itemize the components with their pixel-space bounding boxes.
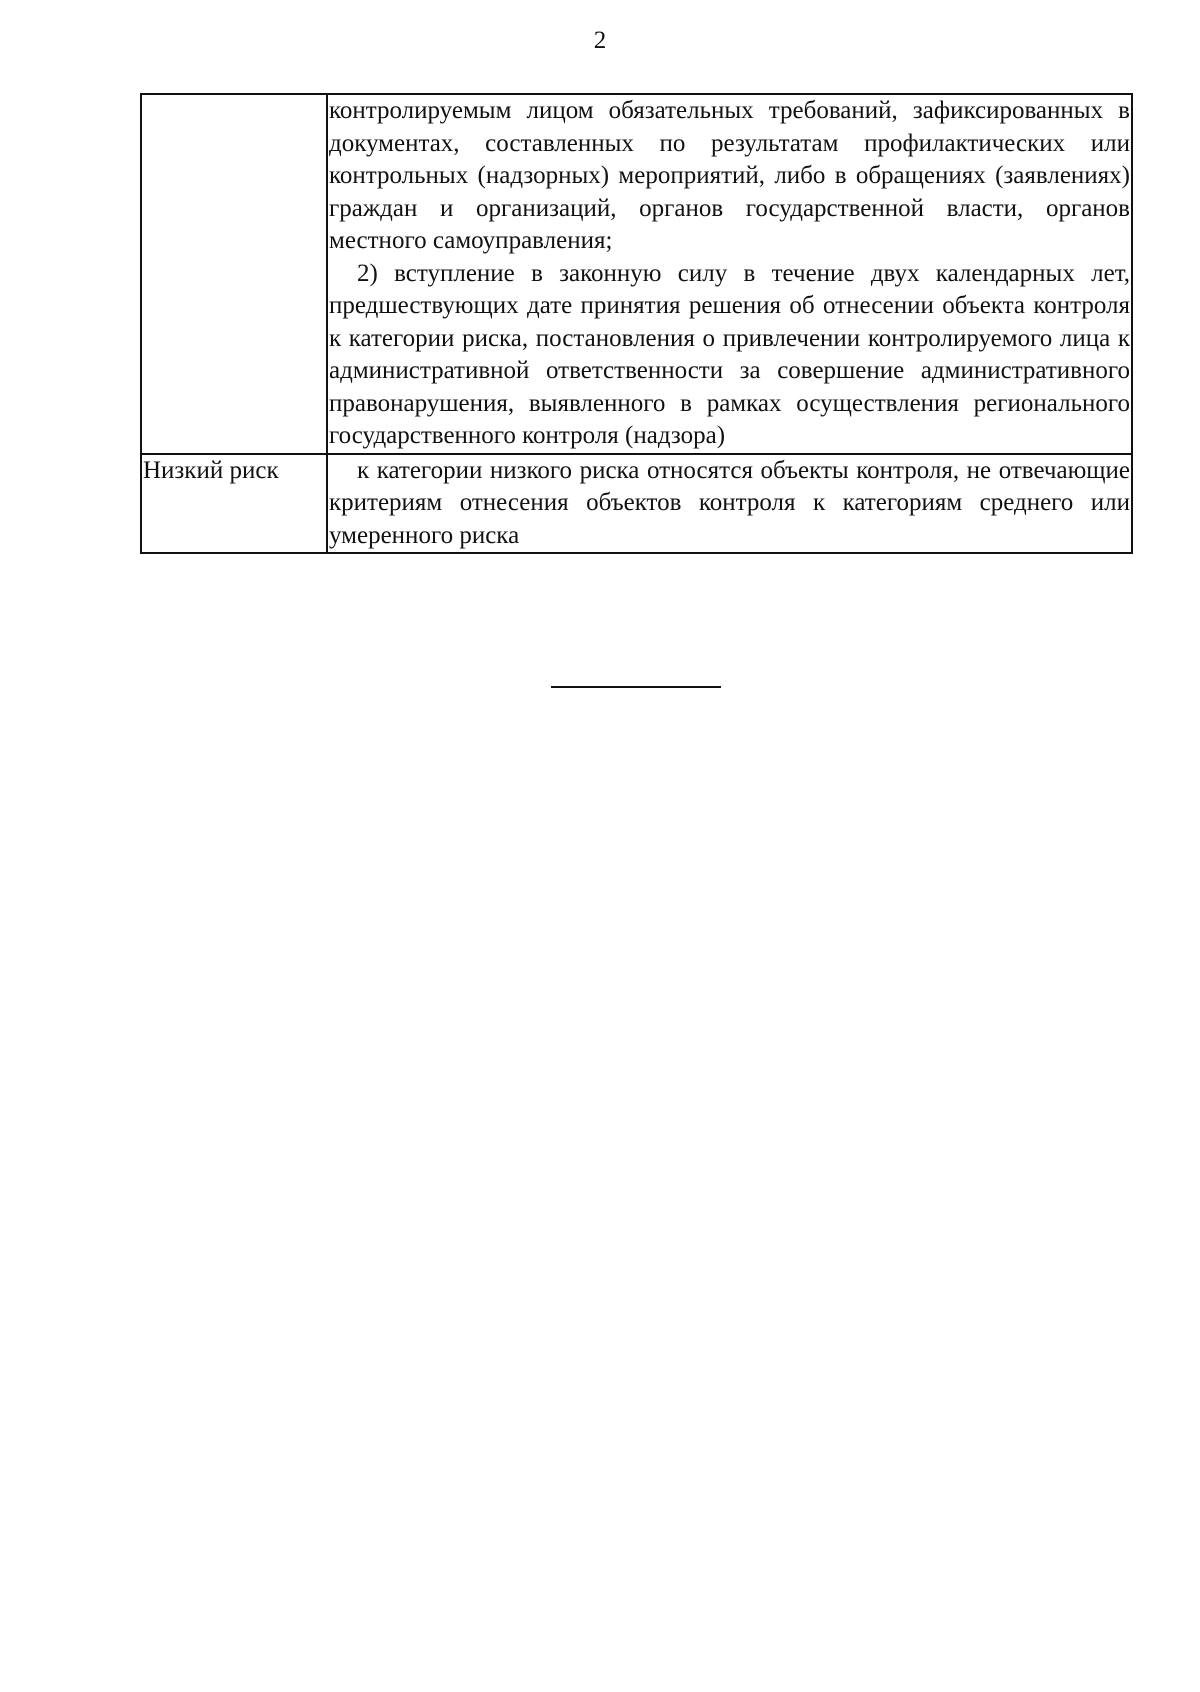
criteria-paragraph: 2) вступление в законную силу в течение двух календарных лет, предшествующих дате принятия решения об отнесении объекта контроля к категории риска, постановления о привлечении контролируемого лица к административной ответственности за совершение административного правонарушения, выявленного в рамках осуществления регионального государственного контроля (надзора) <box>329 259 1130 449</box>
page-number: 2 <box>593 27 607 54</box>
risk-category-cell <box>141 454 327 554</box>
risk-category-label: Низкий риск <box>143 456 279 484</box>
risk-criteria-table <box>140 93 1133 554</box>
criteria-paragraph: контролируемым лицом обязательных требований, зафиксированных в документах, составленных по результатам профилактических или контрольных (надзорных) мероприятий, либо в обращениях (заявлениях) граждан и организаций, органов государственной власти, органов местного самоуправления; <box>329 97 1130 254</box>
document-end-rule <box>551 686 721 688</box>
table-row-continuation <box>141 94 1132 454</box>
table-row-low-risk <box>141 454 1132 554</box>
risk-criteria-cell <box>327 454 1132 554</box>
risk-criteria-cell <box>327 94 1132 454</box>
risk-category-cell <box>141 94 327 454</box>
criteria-paragraph: к категории низкого риска относятся объекты контроля, не отвечающие критериям отнесения объектов контроля к категориям среднего или умеренного риска <box>329 456 1130 549</box>
